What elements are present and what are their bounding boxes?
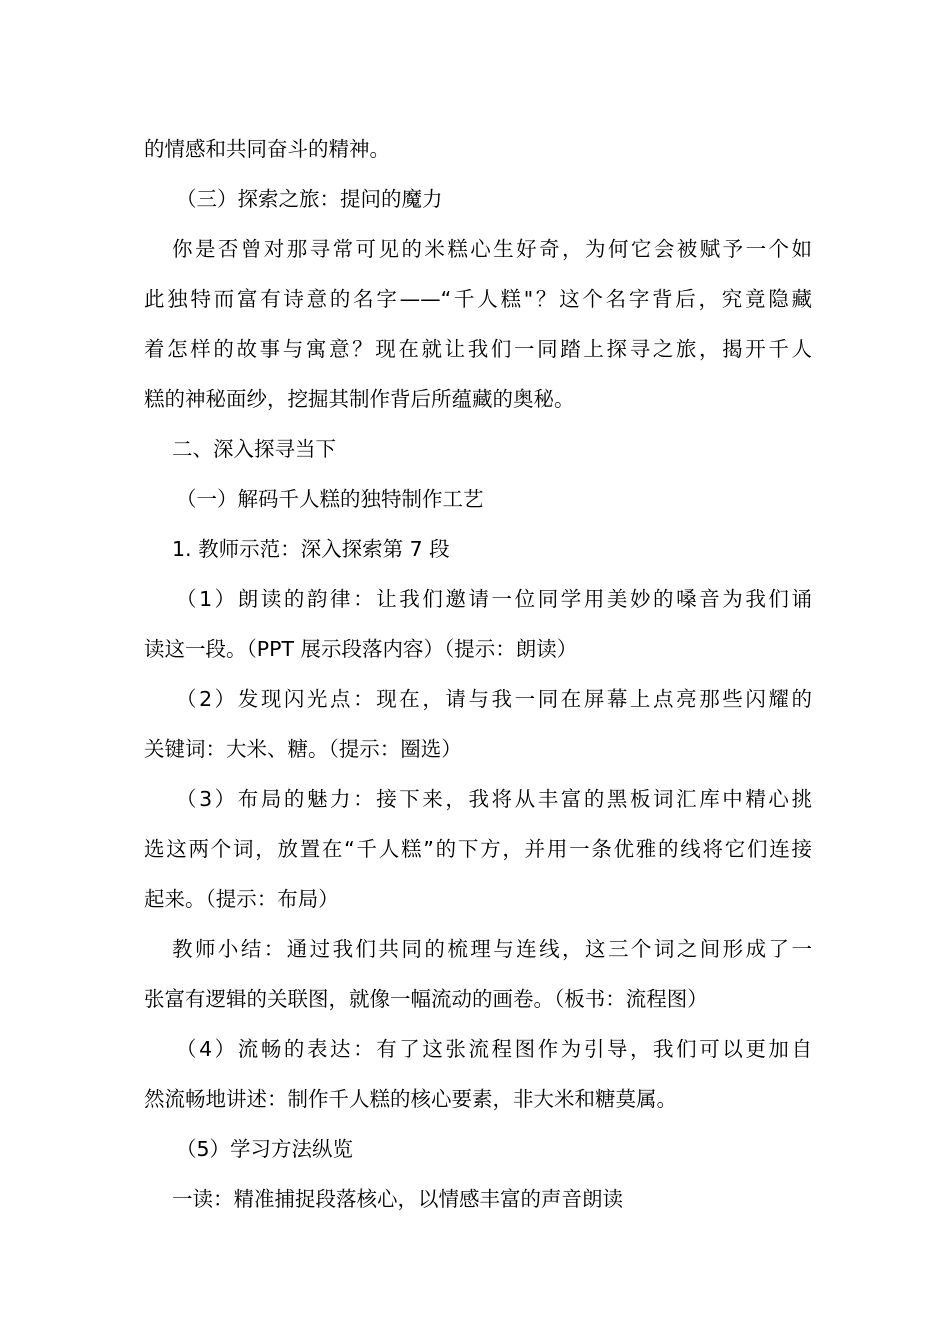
paragraph-line: 糕的神秘面纱，挖掘其制作背后所蕴藏的奥秘。 [144, 387, 575, 411]
section-heading: 二、深入探寻当下 [172, 437, 336, 461]
paragraph-line: 的情感和共同奋斗的精神。 [144, 137, 390, 161]
paragraph-line: （1）朗读的韵律：让我们邀请一位同学用美妙的嗓音为我们诵 [176, 587, 812, 611]
paragraph-line: （3）布局的魅力：接下来，我将从丰富的黑板词汇库中精心挑 [176, 787, 812, 811]
paragraph-line: 张富有逻辑的关联图，就像一幅流动的画卷。（板书：流程图） [144, 987, 708, 1011]
paragraph-line: 一读：精准捕捉段落核心，以情感丰富的声音朗读 [172, 1187, 623, 1211]
paragraph-line: 你是否曾对那寻常可见的米糕心生好奇，为何它会被赋予一个如 [172, 237, 812, 261]
paragraph-line: 教师小结：通过我们共同的梳理与连线，这三个词之间形成了一 [172, 937, 812, 961]
paragraph-line: 关键词：大米、糖。（提示：圈选） [144, 737, 462, 761]
list-heading: 1. 教师示范：深入探索第 7 段 [172, 537, 450, 561]
paragraph-line: 选这两个词，放置在“千人糕”的下方，并用一条优雅的线将它们连接 [144, 837, 812, 861]
paragraph-line: （2）发现闪光点：现在，请与我一同在屏幕上点亮那些闪耀的 [176, 687, 812, 711]
paragraph-line: 着怎样的故事与寓意？现在就让我们一同踏上探寻之旅，揭开千人 [144, 337, 812, 361]
paragraph-line: 起来。（提示：布局） [144, 887, 339, 911]
paragraph-line: 读这一段。（PPT 展示段落内容）（提示：朗读） [144, 637, 578, 661]
list-heading: （5）学习方法纵览 [176, 1137, 354, 1161]
subsection-heading: （一）解码千人糕的独特制作工艺 [176, 487, 484, 511]
paragraph-line: （4）流畅的表达：有了这张流程图作为引导，我们可以更加自 [176, 1037, 812, 1061]
section-heading: （三）探索之旅：提问的魔力 [176, 187, 443, 211]
paragraph-line: 然流畅地讲述：制作千人糕的核心要素，非大米和糖莫属。 [144, 1087, 677, 1111]
paragraph-line: 此独特而富有诗意的名字——“千人糕"？这个名字背后，究竟隐藏 [144, 287, 812, 311]
